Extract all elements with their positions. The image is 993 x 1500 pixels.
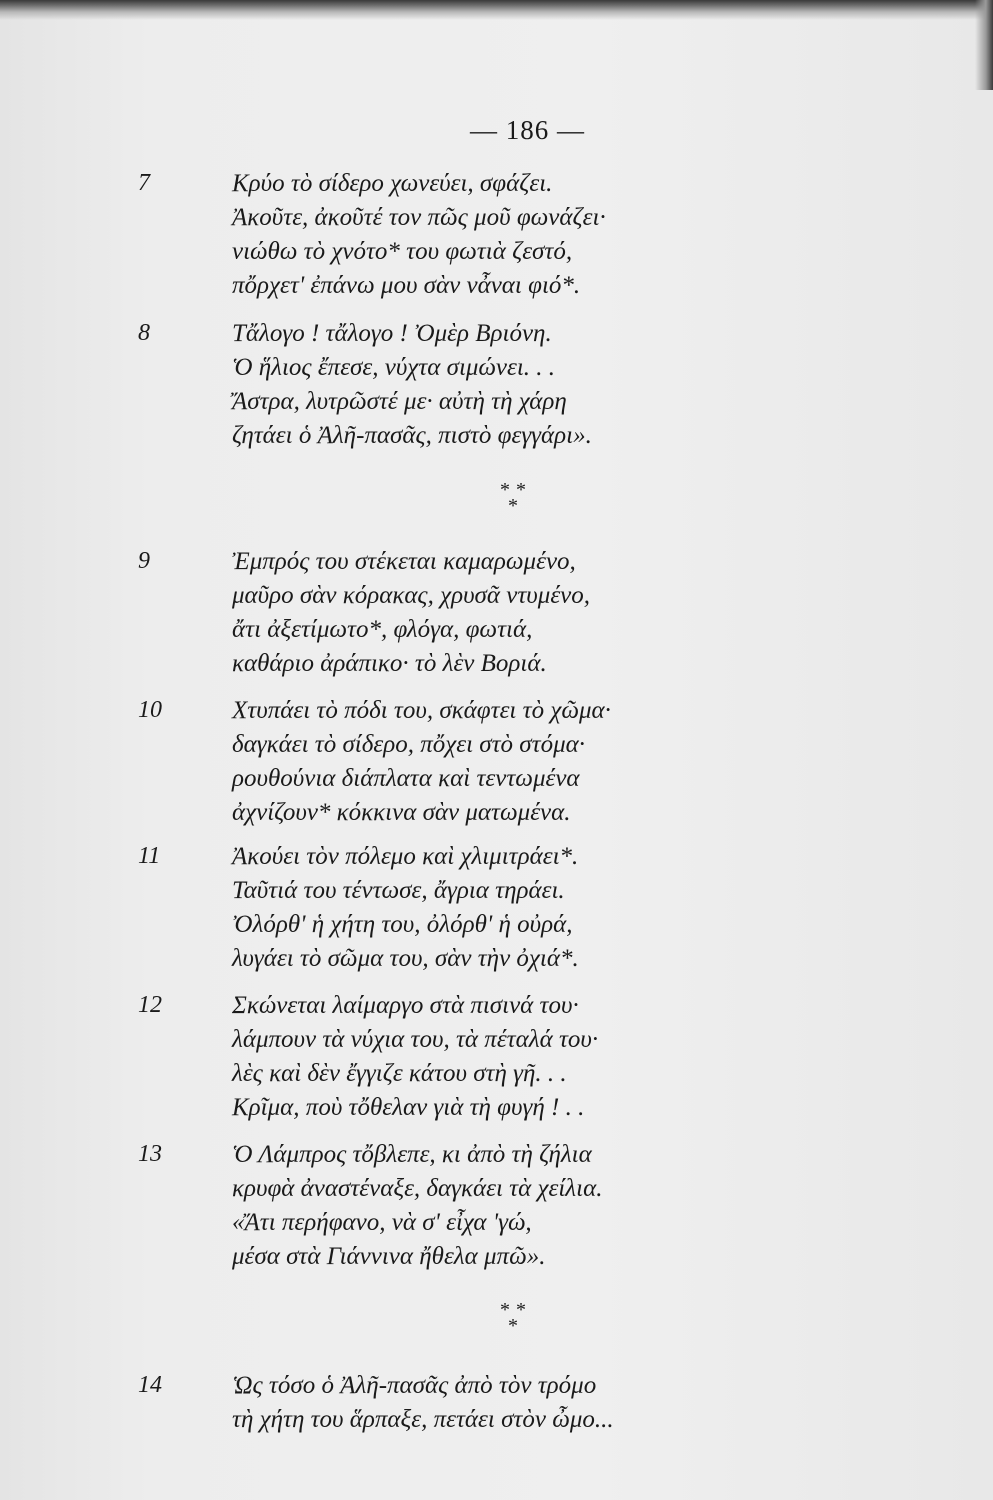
stanza-number: 7 — [138, 170, 150, 196]
verse-line: Ταῦτιά του τέντωσε, ἄγρια τηράει. — [232, 877, 565, 904]
verse-line: λυγάει τὸ σῶμα του, σὰν τὴν ὀχιά*. — [232, 945, 579, 972]
asterisk-mark: * — [508, 495, 518, 517]
verse-line: Ὡς τόσο ὁ Ἀλῆ-πασᾶς ἀπὸ τὸν τρόμο — [232, 1372, 597, 1399]
asterisk-mark: * — [500, 1299, 510, 1321]
verse-line: καθάριο ἀράπικο· τὸ λὲν Βοριά. — [232, 650, 547, 677]
stanza-number: 11 — [138, 843, 161, 869]
verse-line: μέσα στὰ Γιάννινα ἤθελα μπῶ». — [232, 1243, 546, 1270]
verse-line: ζητάει ὁ Ἀλῆ-πασᾶς, πιστὸ φεγγάρι». — [232, 422, 592, 449]
asterisk-mark: * — [516, 1299, 526, 1321]
asterisk-mark: * — [500, 479, 510, 501]
verse-line: μαῦρο σὰν κόρακας, χρυσᾶ ντυμένο, — [232, 582, 591, 609]
asterism-divider — [470, 1300, 550, 1344]
verse-line: λάμπουν τὰ νύχια του, τὰ πέταλά του· — [232, 1026, 599, 1053]
asterism-divider — [470, 480, 550, 524]
stanza-number: 8 — [138, 320, 150, 346]
stanza-number: 10 — [138, 697, 162, 723]
verse-line: Τἄλογο ! τἄλογο ! Ὀμὲρ Βριόνη. — [232, 320, 552, 347]
verse-line: νιώθω τὸ χνότο* του φωτιὰ ζεστό, — [232, 238, 573, 265]
verse-line: Ἄστρα, λυτρῶστέ με· αὐτὴ τὴ χάρη — [232, 388, 567, 415]
verse-line: Ὁ Λάμπρος τὄβλεπε, κι ἀπὸ τὴ ζήλια — [232, 1141, 592, 1168]
verse-line: δαγκάει τὸ σίδερο, πὄχει στὸ στόμα· — [232, 731, 586, 758]
stanza-number: 13 — [138, 1141, 162, 1167]
verse-line: λὲς καὶ δὲν ἔγγιζε κάτου στὴ γῆ. . . — [232, 1060, 567, 1087]
stanza-number: 14 — [138, 1372, 162, 1398]
stanza-number: 9 — [138, 548, 150, 574]
page-top-shadow — [0, 0, 993, 20]
verse-line: Κρύο τὸ σίδερο χωνεύει, σφάζει. — [232, 170, 553, 197]
asterisk-mark: * — [508, 1315, 518, 1337]
verse-line: Σκώνεται λαίμαργο στὰ πισινά του· — [232, 992, 579, 1019]
page-number: — 186 — — [470, 115, 585, 145]
verse-line: «Ἄτι περήφανο, νὰ σ' εἶχα 'γώ, — [232, 1209, 532, 1236]
verse-line: ἄτι ἀξετίμωτο*, φλόγα, φωτιά, — [232, 616, 533, 643]
verse-line: Χτυπάει τὸ πόδι του, σκάφτει τὸ χῶμα· — [232, 697, 611, 724]
page-corner-shadow — [975, 0, 993, 90]
verse-line: Ἀκούει τὸν πόλεμο καὶ χλιμιτράει*. — [232, 843, 579, 870]
verse-line: τὴ χήτη του ἅρπαξε, πετάει στὸν ὦμο... — [232, 1406, 614, 1433]
verse-line: Κρῖμα, ποὺ τὄθελαν γιὰ τὴ φυγή ! . . — [232, 1094, 585, 1121]
verse-line: Ὁ ἥλιος ἔπεσε, νύχτα σιμώνει. . . — [232, 354, 556, 381]
asterisk-mark: * — [516, 479, 526, 501]
stanza-number: 12 — [138, 992, 162, 1018]
verse-line: ρουθούνια διάπλατα καὶ τεντωμένα — [232, 765, 580, 792]
verse-line: ἀχνίζουν* κόκκινα σὰν ματωμένα. — [232, 799, 571, 826]
verse-line: Ἐμπρός του στέκεται καμαρωμένο, — [232, 548, 576, 575]
verse-line: Ἀκοῦτε, ἀκοῦτέ τον πῶς μοῦ φωνάζει· — [232, 204, 606, 231]
verse-line: πὄρχετ' ἐπάνω μου σὰν νἆναι φιό*. — [232, 272, 581, 299]
verse-line: Ὀλόρθ' ἡ χήτη του, ὀλόρθ' ἡ οὐρά, — [232, 911, 573, 938]
verse-line: κρυφὰ ἀναστέναξε, δαγκάει τὰ χείλια. — [232, 1175, 603, 1202]
